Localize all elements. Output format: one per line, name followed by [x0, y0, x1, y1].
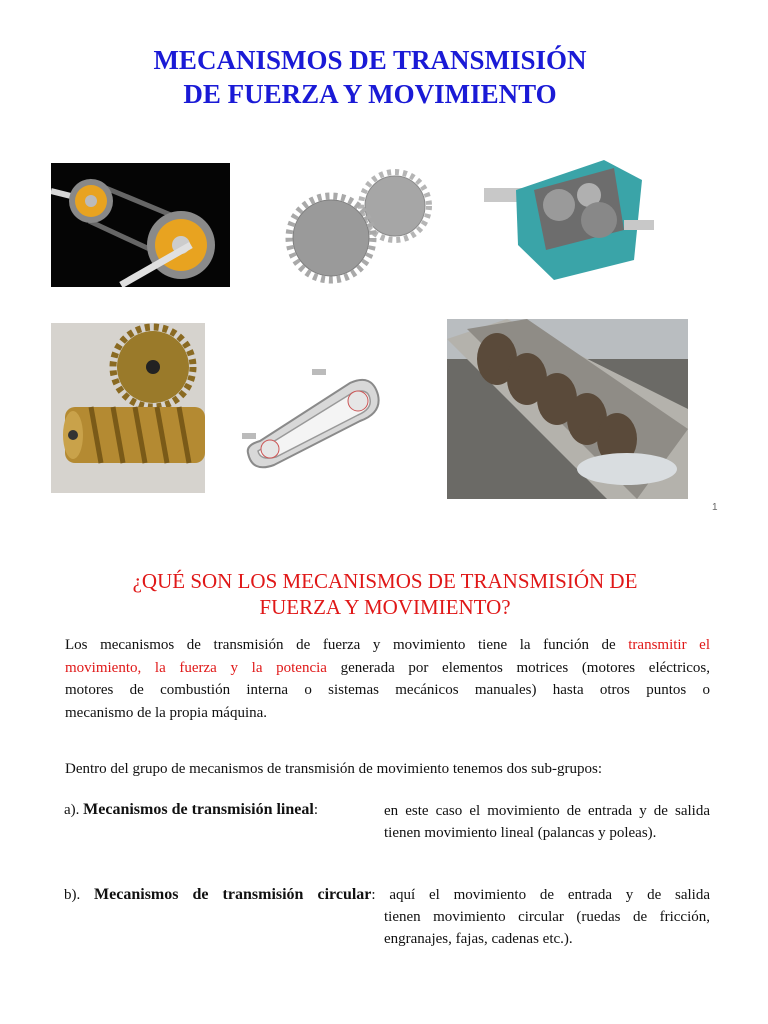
- archimedes-screw-image: [447, 319, 688, 499]
- item-a-colon: :: [313, 802, 318, 818]
- intro-text-2: generada por elementos motrices (motores eléctricos,: [340, 659, 711, 676]
- subgroups-paragraph: Dentro del grupo de mecanismos de transmisión de movimiento tenemos dos sub-grupos:: [65, 761, 602, 777]
- intro-highlight-2: movimiento, la fuerza y la potencia: [65, 659, 327, 676]
- intro-text-3: motores de combustión interna o sistemas mecánicos manuales) hasta otros puntos o: [65, 682, 710, 698]
- chain-sprocket-image: [240, 361, 386, 471]
- intro-highlight-1: transmitir el: [628, 637, 710, 653]
- section-heading-line-2: FUERZA Y MOVIMIENTO?: [259, 595, 511, 619]
- page-number: 1: [712, 502, 718, 513]
- item-a-description: en este caso el movimiento de entrada y de salida tienen movimiento lineal (palancas y poleas).: [384, 803, 710, 841]
- item-b-colon: :: [371, 887, 376, 903]
- item-a-term: Mecanismos de transmisión lineal: [83, 801, 314, 818]
- item-b-prefix: b).: [64, 887, 81, 903]
- item-b-description-rest: tienen movimiento circular (ruedas de fricción, engranajes, fajas, cadenas etc.).: [384, 909, 710, 947]
- item-b-description-first: aquí el movimiento de entrada y de salida: [389, 887, 711, 903]
- item-a-prefix: a).: [64, 802, 80, 818]
- section-heading-line-1: ¿QUÉ SON LOS MECANISMOS DE TRANSMISIÓN DE: [132, 569, 638, 593]
- gearbox-image: [484, 150, 654, 290]
- intro-text-4: mecanismo de la propia máquina.: [65, 704, 268, 721]
- title-line-2: DE FUERZA Y MOVIMIENTO: [183, 79, 557, 109]
- worm-gear-image: [51, 323, 205, 493]
- spur-gears-image: [283, 162, 433, 288]
- item-a-lead: [64, 799, 318, 821]
- intro-text-1: Los mecanismos de transmisión de fuerza y movimiento tiene la función de: [65, 637, 616, 653]
- intro-paragraph: [65, 634, 710, 724]
- title-line-1: MECANISMOS DE TRANSMISIÓN: [153, 45, 587, 75]
- item-b-lead: [64, 884, 710, 906]
- item-b-term: Mecanismos de transmisión circular: [94, 886, 372, 903]
- pulley-belt-image: [51, 163, 230, 287]
